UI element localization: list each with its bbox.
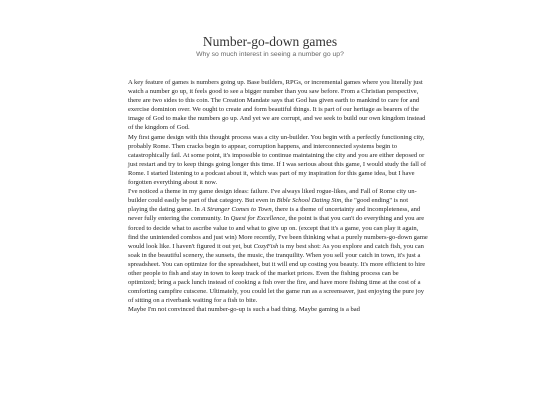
article-body xyxy=(128,78,428,314)
text-run: , the point is that you can't do everything and you are forced to decide what to ascribe value to and what to give up on. (except that it's a game, you can play it again, find the unintended combos and just win) More recently, I've been thinking what a purely numbers-go-down game would look like. I haven't figured it out yet, but xyxy=(128,215,428,250)
emphasized-title: CozyFish xyxy=(253,242,279,250)
emphasized-title: Bible School Dating Sim xyxy=(276,197,342,205)
paragraph xyxy=(128,305,428,314)
emphasized-title: A Stranger Comes to Town xyxy=(201,206,272,214)
text-run: , there is a theme of uncertainty and incompleteness, and never fully entering the community. In xyxy=(128,206,421,223)
text-run: , the "good ending" is not playing the dating game. In xyxy=(128,197,409,214)
paragraph xyxy=(128,187,428,305)
text-run: is my best shot: As you explore and catch fish, you can soak in the beautiful scenery, the sunsets, the music, the tranquility. When you sell your catch in town, it's just a spreadsheet. You can optimize for the spreadsheet, but it will end up costing you beauty. It's more efficient to hire other people to fish and stay in town to keep track of the market prices. Even the fishing process can be optimized; bring a pack lunch instead of cooking a fish over the fire, and have more fishing time at the cost of a comforting campfire cutscene. Ultimately, you could let the game run as a screensaver, just enjoying the pure joy of sitting on a riverbank waiting for a fish to bite. xyxy=(128,242,426,305)
text-run: A key feature of games is numbers going up. Base builders, RPGs, or incremental games where you literally just watch a number go up, it feels good to see a bigger number than you saw before. From a Christian perspective, there are two sides to this coin. The Creation Mandate says that God has given earth to mankind to care for and exercise dominion over. We ought to create and form beautiful things. It is part of our heritage as bearers of the image of God to make the numbers go up. And yet we are corrupt, and we seek to build our own kingdom instead of the kingdom of God. xyxy=(128,79,426,132)
paragraph xyxy=(128,133,428,188)
text-run: My first game design with this thought process was a city un-builder. You begin with a perfectly functioning city, probably Rome. Then cracks begin to appear, corruption happens, and interconnected systems begin to catastrophically fail. At some point, it's impossible to continue maintaining the city and you are either deposed or just restart and try to keep things going longer this time. If I was serious about this game, I would study the fall of Rome. I started listening to a podcast about it, which was part of my inspiration for this game idea, but I have forgotten everything about it now. xyxy=(128,133,427,187)
text-run: Maybe I'm not convinced that number-go-up is such a bad thing. Maybe gaming is a bad xyxy=(128,306,360,314)
emphasized-title: Quest for Excellence xyxy=(230,215,286,223)
text-run: I've noticed a theme in my game design ideas: failure. I've always liked rogue-likes, and Fall of Rome city un-builder could easily be part of that category. But even in xyxy=(128,188,417,205)
paragraph xyxy=(128,78,428,133)
page-subtitle: Why so much interest in seeing a number go up? xyxy=(196,51,344,58)
page-title: Number-go-down games xyxy=(202,34,338,49)
